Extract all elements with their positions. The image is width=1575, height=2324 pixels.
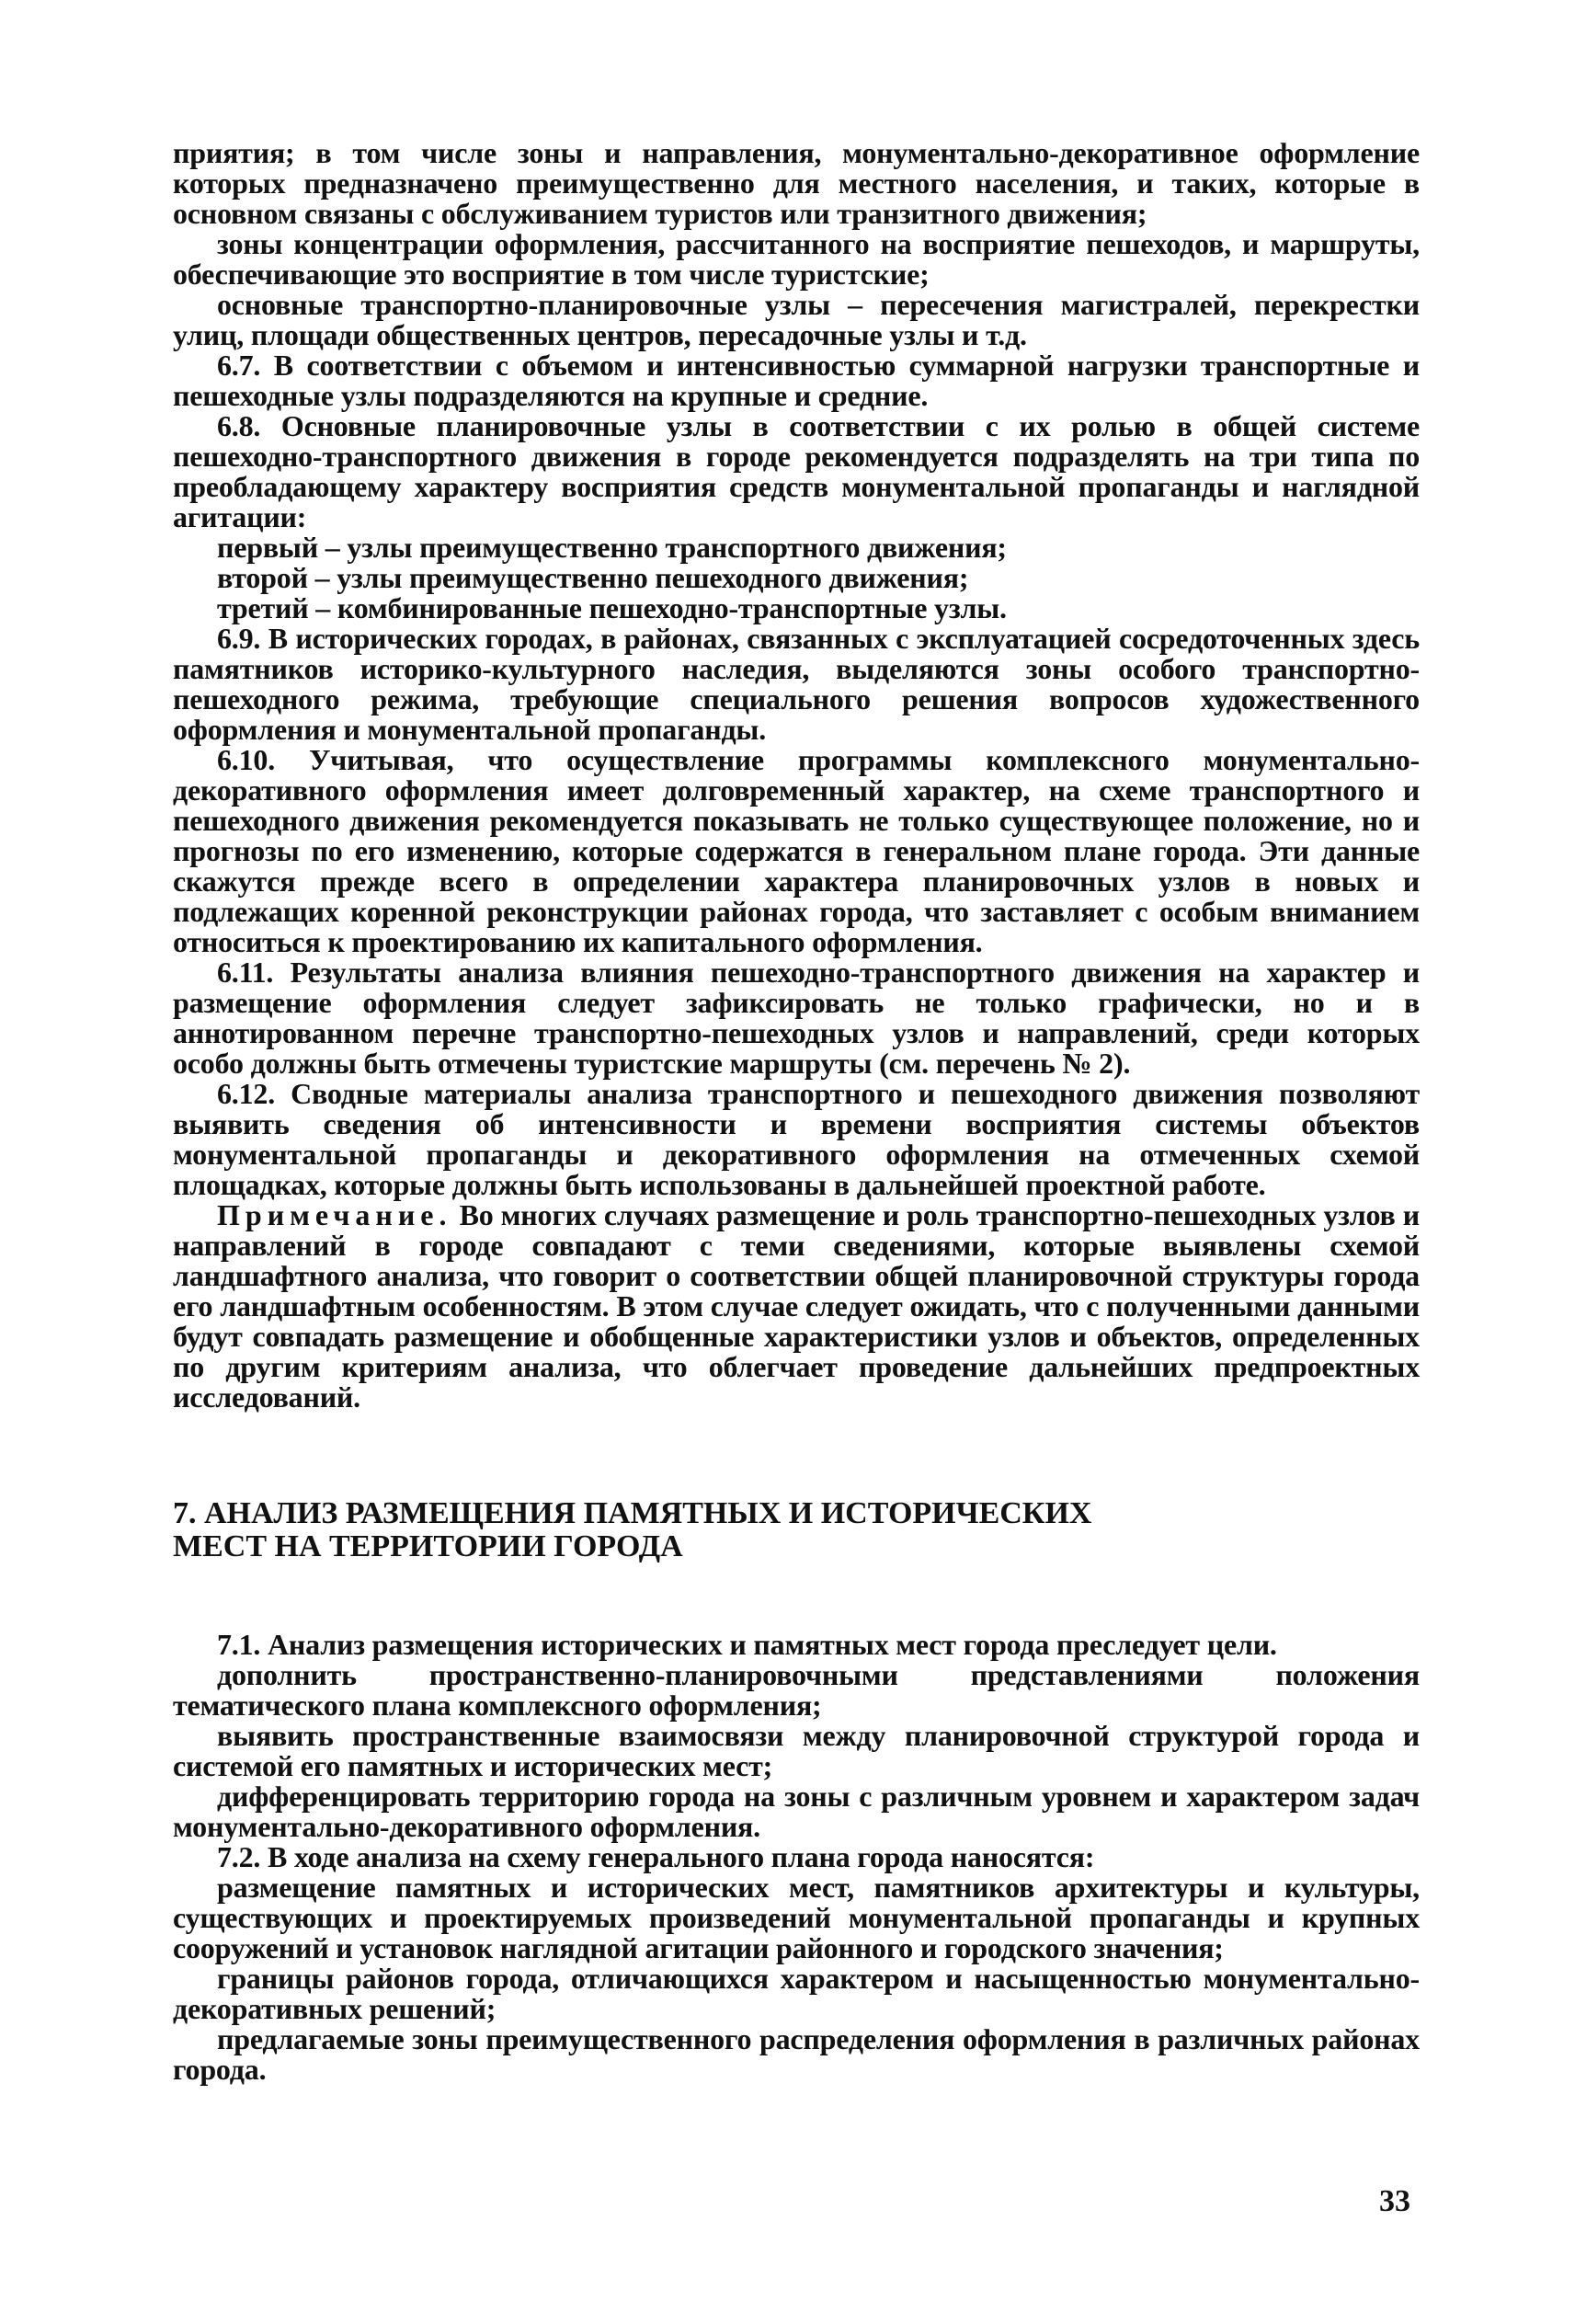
section-7-body (173, 1630, 1420, 2085)
note-text: Во многих случаях размещение и роль транспортно-пешеходных узлов и направлений в городе совпадают с теми сведениями, которые выявлены схемой ландшафтного анализа, что говорит о соответствии общей планировочной структуры города его ландшафтным особенностям. В этом случае следует ожидать, что с полученными данными будут совпадать размещение и обобщенные характеристики узлов и объектов, определенных по другим критериям анализа, что облегчает проведение дальнейших предпроектных исследований. (173, 1198, 1420, 1414)
section-7-heading (173, 1497, 1420, 1563)
list-item: третий – комбинированные пешеходно-транспортные узлы. (217, 591, 1007, 624)
paragraph-6-7: 6.7. В соответствии с объемом и интенсивностью суммарной нагрузки транспортные и пешеходные узлы подразделяются на крупные и средние. (173, 349, 1420, 412)
list-item: выявить пространственные взаимосвязи между планировочной структурой города и системой его памятных и исторических мест; (173, 1719, 1420, 1782)
paragraph-6-11: 6.11. Результаты анализа влияния пешеходно-транспортного движения на характер и размещение оформления следует зафиксировать не только графически, но и в аннотированном перечне транспортно-пешеходных узлов и направлений, среди которых особо должны быть отмечены туристские маршруты (см. перечень № 2). (173, 956, 1420, 1080)
section-6-body (173, 138, 1420, 1413)
paragraph-6-12: 6.12. Сводные материалы анализа транспортного и пешеходного движения позволяют выявить сведения об интенсивности и времени восприятия системы объектов монументальной пропаганды и декоративного оформления на отмеченных схемой площадках, которые должны быть использованы в дальнейшей проектной работе. (173, 1077, 1420, 1201)
paragraph-6-8: 6.8. Основные планировочные узлы в соответствии с их ролью в общей системе пешеходно-транспортного движения в городе рекомендуется подразделять на три типа по преобладающему характеру восприятия средств монументальной пропаганды и наглядной агитации: (173, 409, 1420, 533)
list-item: размещение памятных и исторических мест, памятников архитектуры и культуры, существующих и проектируемых произведений монументальной пропаганды и крупных сооружений и установок наглядной агитации районного и городского значения; (173, 1871, 1420, 1964)
paragraph-6-10: 6.10. Учитывая, что осуществление программы комплексного монументально-декоративного оформления имеет долговременный характер, на схеме транспортного и пешеходного движения рекомендуется показывать не только существующее положение, но и прогнозы по его изменению, которые содержатся в генеральном плане города. Эти данные скажутся прежде всего в определении характера планировочных узлов в новых и подлежащих коренной реконструкции районах города, что заставляет с особым вниманием относиться к проектированию их капитального оформления. (173, 743, 1420, 958)
list-item: дифференцировать территорию города на зоны с различным уровнем и характером задач монументально-декоративного оформления. (173, 1780, 1420, 1843)
note-paragraph (173, 1200, 1420, 1413)
document-page (173, 138, 1420, 2085)
paragraph: зоны концентрации оформления, рассчитанного на восприятие пешеходов, и маршруты, обеспечивающие это восприятие в том числе туристские; (173, 227, 1420, 291)
list-item: дополнить пространственно-планировочными представлениями положения тематического плана комплексного оформления; (173, 1658, 1420, 1722)
page-number: 33 (1379, 2184, 1410, 2218)
paragraph: приятия; в том числе зоны и направления, монументально-декоративное оформление которых предназначено преимущественно для местного населения, и таких, которые в основном связаны с обслуживанием туристов или транзитного движения; (173, 136, 1420, 230)
paragraph-7-2: 7.2. В ходе анализа на схему генерального плана города наносятся: (217, 1840, 1095, 1873)
paragraph-7-1: 7.1. Анализ размещения исторических и памятных мест города преследует цели. (217, 1628, 1277, 1661)
paragraph: основные транспортно-планировочные узлы – пересечения магистралей, перекрестки улиц, площади общественных центров, пересадочные узлы и т.д. (173, 288, 1420, 351)
list-item: первый – узлы преимущественно транспортного движения; (217, 531, 1007, 564)
list-item: предлагаемые зоны преимущественного распределения оформления в различных районах города. (173, 2022, 1420, 2086)
heading-line: 7. АНАЛИЗ РАЗМЕЩЕНИЯ ПАМЯТНЫХ И ИСТОРИЧЕСКИХ (173, 1496, 1092, 1530)
list-item: границы районов города, отличающихся характером и насыщенностью монументально-декоративных решений; (173, 1962, 1420, 2025)
note-label: Примечание. (217, 1198, 452, 1231)
heading-line: МЕСТ НА ТЕРРИТОРИИ ГОРОДА (173, 1529, 683, 1563)
paragraph-6-9: 6.9. В исторических городах, в районах, связанных с эксплуатацией сосредоточенных здесь памятников историко-культурного наследия, выделяются зоны особого транспортно-пешеходного режима, требующие специального решения вопросов художественного оформления и монументальной пропаганды. (173, 622, 1420, 746)
list-item: второй – узлы преимущественно пешеходного движения; (217, 561, 969, 594)
